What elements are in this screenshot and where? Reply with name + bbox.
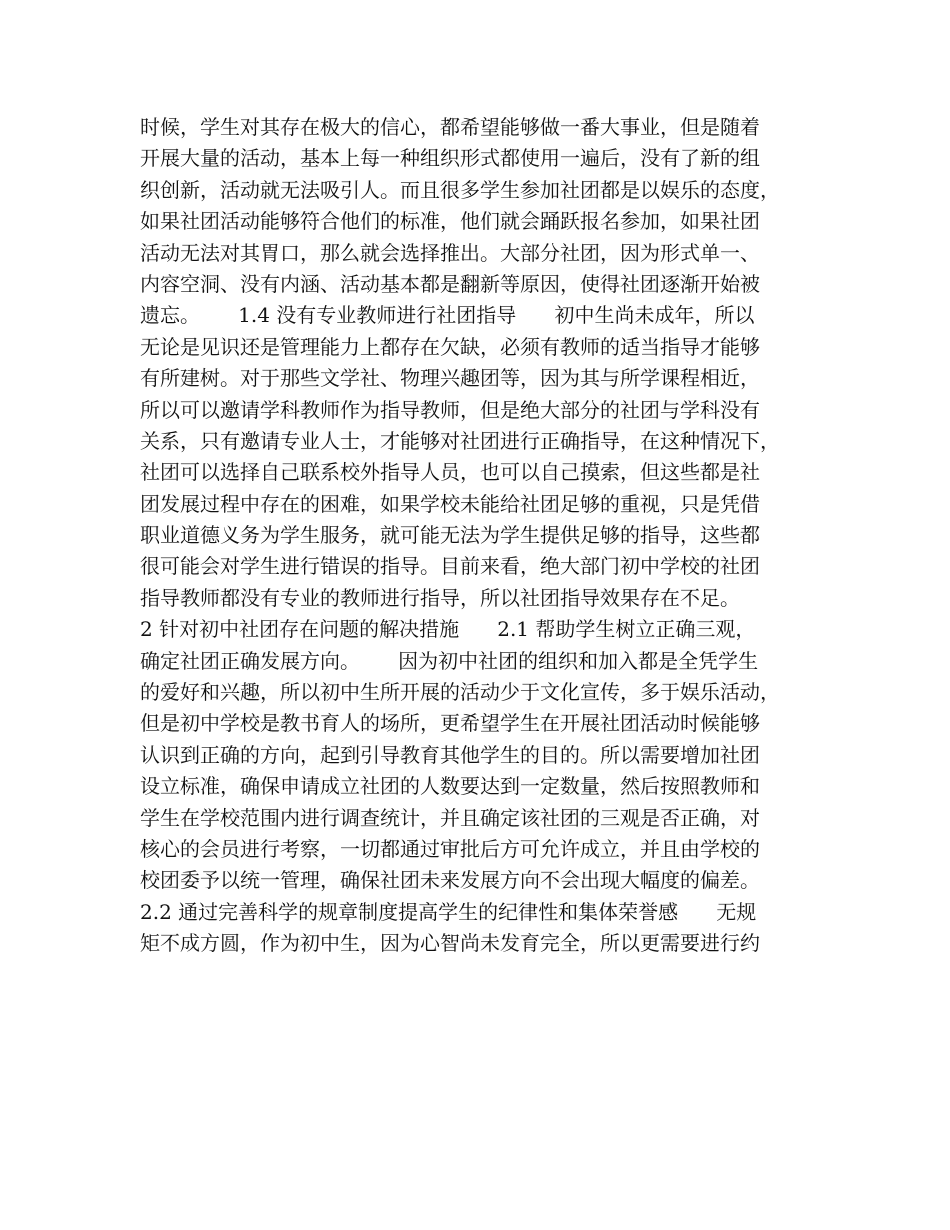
text-line: 无论是见识还是管理能力上都存在欠缺，必须有教师的适当指导才能够 [140, 334, 760, 359]
text-line: 职业道德义务为学生服务，就可能无法为学生提供足够的指导，这些都 [140, 523, 760, 548]
text-line: 矩不成方圆，作为初中生，因为心智尚未发育完全，所以更需要进行约 [140, 931, 760, 956]
text-line: 但是初中学校是教书育人的场所，更希望学生在开展社团活动时候能够 [140, 711, 760, 736]
text-line: 所以可以邀请学科教师作为指导教师，但是绝大部分的社团与学科没有 [140, 397, 760, 422]
text-line: 设立标准，确保申请成立社团的人数要达到一定数量，然后按照教师和 [140, 774, 760, 799]
text-line: 开展大量的活动，基本上每一种组织形式都使用一遍后，没有了新的组 [140, 146, 760, 171]
text-line: 很可能会对学生进行错误的指导。目前来看，绝大部门初中学校的社团 [140, 554, 760, 579]
text-line: 2 针对初中社团存在问题的解决措施 2.1 帮助学生树立正确三观， [140, 617, 756, 642]
text-line: 指导教师都没有专业的教师进行指导，所以社团指导效果存在不足。 [140, 585, 740, 610]
text-line: 2.2 通过完善科学的规章制度提高学生的纪律性和集体荣誉感 无规 [140, 899, 757, 924]
text-line: 学生在学校范围内进行调查统计，并且确定该社团的三观是否正确，对 [140, 805, 760, 830]
text-line: 如果社团活动能够符合他们的标准，他们就会踊跃报名参加，如果社团 [140, 209, 760, 234]
text-line: 社团可以选择自己联系校外指导人员，也可以自己摸索，但这些都是社 [140, 460, 760, 485]
text-line: 认识到正确的方向，起到引导教育其他学生的目的。所以需要增加社团 [140, 742, 760, 767]
text-line: 的爱好和兴趣，所以初中生所开展的活动少于文化宣传，多于娱乐活动， [140, 680, 780, 705]
text-line: 校团委予以统一管理，确保社团未来发展方向不会出现大幅度的偏差。 [140, 868, 760, 893]
text-line: 织创新，活动就无法吸引人。而且很多学生参加社团都是以娱乐的态度， [140, 177, 780, 202]
text-line: 时候，学生对其存在极大的信心，都希望能够做一番大事业，但是随着 [140, 115, 760, 139]
text-line: 有所建树。对于那些文学社、物理兴趣团等，因为其与所学课程相近， [140, 366, 760, 391]
text-line: 内容空洞、没有内涵、活动基本都是翻新等原因，使得社团逐渐开始被 [140, 271, 760, 296]
text-line: 确定社团正确发展方向。 因为初中社团的组织和加入都是全凭学生 [140, 648, 759, 673]
text-line: 团发展过程中存在的困难，如果学校未能给社团足够的重视，只是凭借 [140, 491, 760, 516]
text-line: 活动无法对其胃口，那么就会选择推出。大部分社团，因为形式单一、 [140, 240, 760, 265]
text-line: 关系，只有邀请专业人士，才能够对社团进行正确指导，在这种情况下， [140, 428, 780, 453]
text-line: 遗忘。 1.4 没有专业教师进行社团指导 初中生尚未成年，所以 [140, 303, 755, 328]
body-text [140, 112, 830, 960]
text-line: 核心的会员进行考察，一切都通过审批后方可允许成立，并且由学校的 [140, 836, 760, 861]
